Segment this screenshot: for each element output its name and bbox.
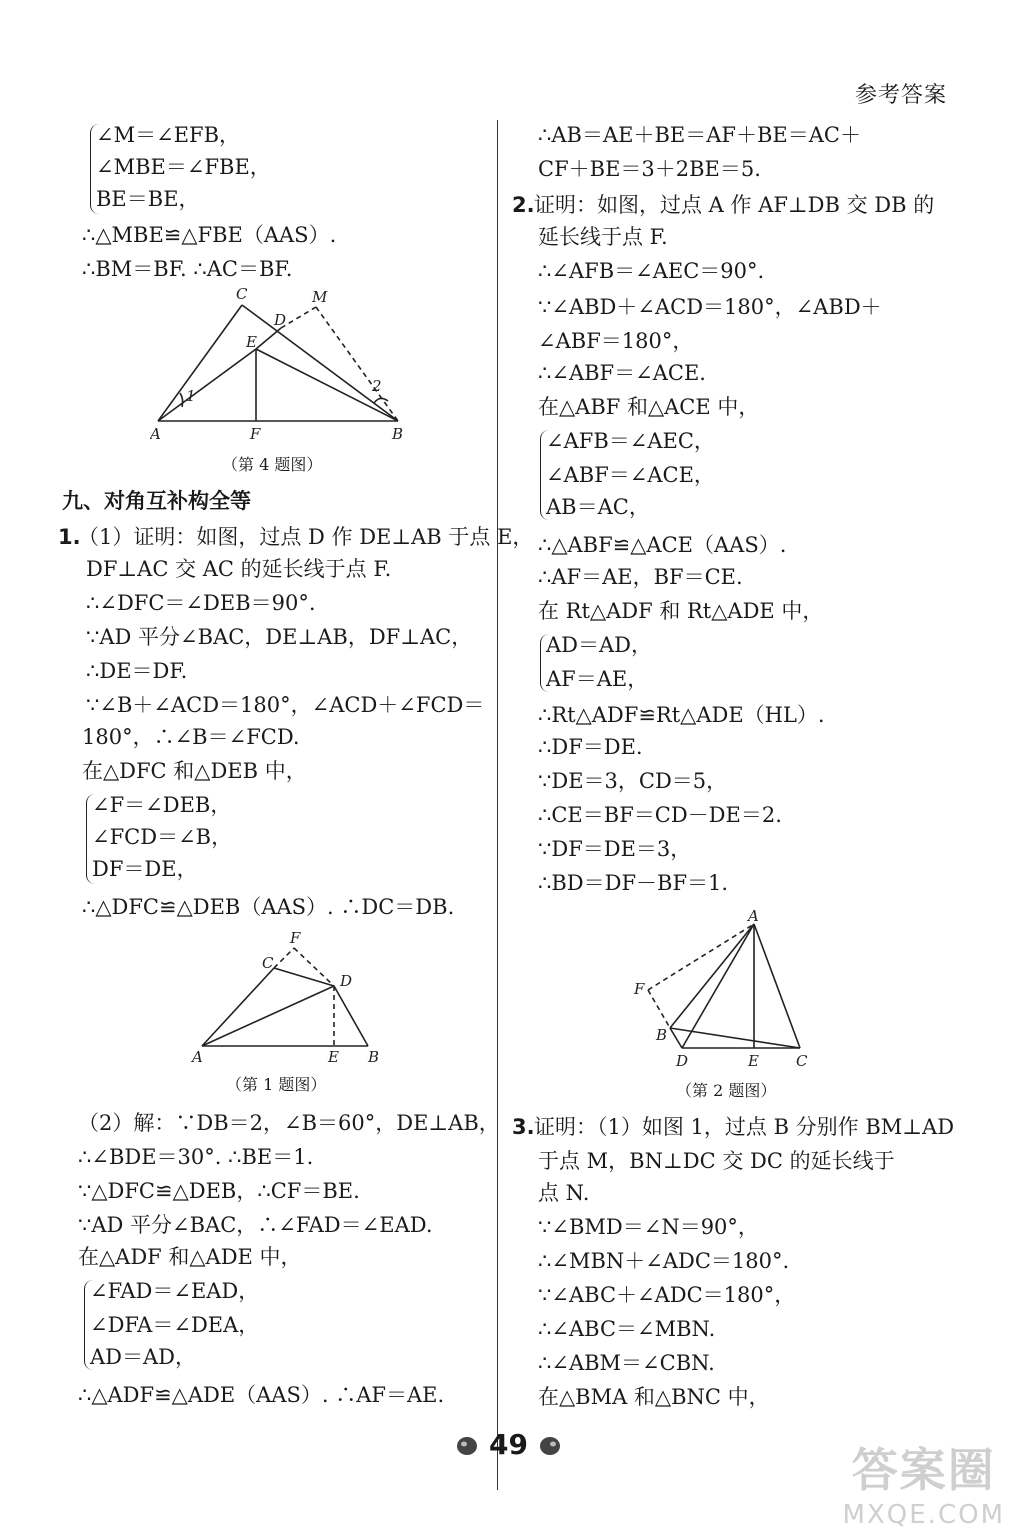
text-line: 证明：（1）如图 1，过点 B 分别作 BM⊥AD [534, 1115, 955, 1139]
fig4-label-m: M [312, 288, 328, 306]
fig4-label-a: A [150, 425, 161, 443]
text-line: 点 N. [538, 1181, 590, 1205]
text-line: ∠ABF＝∠ACE， [546, 463, 715, 487]
fig2-label-f: F [634, 980, 645, 998]
question-number: 2. [512, 193, 535, 217]
text-line: ∠FCD＝∠B， [92, 825, 233, 849]
text-line: ∴DF＝DE. [538, 735, 643, 759]
fig2-label-b: B [656, 1026, 668, 1044]
text-line: DF⊥AC 交 AC 的延长线于点 F. [86, 557, 392, 581]
fig1-label-e: E [328, 1048, 339, 1066]
fig4-label-b: B [392, 425, 404, 443]
text-line: ∵△DFC≌△DEB，∴CF＝BE. [78, 1179, 360, 1203]
text-line: AD＝AD， [546, 633, 653, 657]
text-line: ∵DE＝3，CD＝5， [538, 769, 728, 793]
watermark-logo-text: 答案圈 [851, 1443, 996, 1497]
text-line: BE＝BE， [96, 187, 200, 211]
text-line: ∵∠BMD＝∠N＝90°， [538, 1215, 759, 1239]
page-header-title: 参考答案 [854, 83, 947, 108]
text-line: ∵AD 平分∠BAC，∴∠FAD＝∠EAD. [78, 1213, 433, 1237]
text-line: ∠AFB＝∠AEC， [546, 429, 715, 453]
text-line: ∴CE＝BF＝CD－DE＝2. [538, 803, 782, 827]
text-line: ∠ABF＝180°， [538, 329, 694, 353]
text-line: DF＝DE， [92, 857, 198, 881]
text-line: ∵∠ABD＋∠ACD＝180°，∠ABD＋ [538, 295, 882, 319]
figure-2-caption: （第 2 题图） [676, 1081, 777, 1100]
text-line: ∴△ABF≌△ACE（AAS）. [538, 533, 787, 557]
page-number-value: 49 [489, 1428, 528, 1461]
text-line: ∴△MBE≌△FBE（AAS）. [82, 223, 337, 247]
fig1-label-b: B [368, 1048, 380, 1066]
text-line: ∴AB＝AE＋BE＝AF＋BE＝AC＋ [538, 123, 861, 147]
text-line: ∴∠ABF＝∠ACE. [538, 361, 706, 385]
text-line: AB＝AC， [546, 495, 650, 519]
text-line: 延长线于点 F. [538, 225, 668, 249]
section-title: 九、对角互补构全等 [62, 489, 251, 513]
text-line: 于点 M，BN⊥DC 交 DC 的延长线于 [538, 1149, 895, 1173]
question-number: 1. [58, 525, 81, 549]
fig1-label-d: D [340, 972, 353, 990]
fig4-label-e: E [246, 333, 257, 351]
text-line: AD＝AD， [90, 1345, 197, 1369]
text-line: （2）解：∵DB＝2，∠B＝60°，DE⊥AB， [78, 1111, 500, 1135]
text-line: ∴△DFC≌△DEB（AAS）. ∴DC＝DB. [82, 895, 455, 919]
text-line: AF＝AE， [546, 667, 649, 691]
text-line: （1）证明：如图，过点 D 作 DE⊥AB 于点 E， [78, 525, 534, 549]
figure-1-diagram [190, 928, 390, 1068]
text-line: CF＋BE＝3＋2BE＝5. [538, 157, 761, 181]
fig1-label-f: F [290, 929, 301, 947]
text-line: 证明：如图，过点 A 作 AF⊥DB 交 DB 的 [534, 193, 935, 217]
fig1-label-c: C [262, 954, 274, 972]
text-line: ∴∠AFB＝∠AEC＝90°. [538, 259, 765, 283]
figure-4-diagram [150, 285, 490, 445]
fig4-label-f: F [250, 425, 261, 443]
text-line: ∠FAD＝∠EAD， [90, 1279, 260, 1303]
text-line: ∠M＝∠EFB， [96, 123, 241, 147]
text-line: ∴AF＝AE，BF＝CE. [538, 565, 743, 589]
text-line: 在 Rt△ADF 和 Rt△ADE 中， [538, 599, 824, 623]
text-line: ∠MBE＝∠FBE， [96, 155, 271, 179]
leaf-ornament-icon [455, 1435, 479, 1457]
text-line: ∴∠DFC＝∠DEB＝90°. [86, 591, 316, 615]
figure-2-diagram [630, 908, 830, 1076]
text-line: ∠F＝∠DEB， [92, 793, 232, 817]
text-line: ∵∠B＋∠ACD＝180°，∠ACD＋∠FCD＝ [86, 693, 485, 717]
text-line: ∴∠ABC＝∠MBN. [538, 1317, 716, 1341]
text-line: ∵AD 平分∠BAC，DE⊥AB，DF⊥AC， [86, 625, 473, 649]
text-line: ∴∠BDE＝30°. ∴BE＝1. [78, 1145, 314, 1169]
fig2-label-c: C [796, 1052, 808, 1070]
fig4-label-c: C [236, 285, 248, 303]
text-line: ∴Rt△ADF≌Rt△ADE（HL）. [538, 703, 825, 727]
watermark-url: MXQE.COM [842, 1500, 1005, 1530]
leaf-ornament-icon [538, 1435, 562, 1457]
text-line: ∴∠MBN＋∠ADC＝180°. [538, 1249, 790, 1273]
fig2-label-e: E [748, 1052, 759, 1070]
text-line: 在△ABF 和△ACE 中， [538, 395, 760, 419]
text-line: ∵∠ABC＋∠ADC＝180°， [538, 1283, 796, 1307]
question-number: 3. [512, 1115, 535, 1139]
text-line: ∴∠ABM＝∠CBN. [538, 1351, 715, 1375]
fig2-label-d: D [676, 1052, 689, 1070]
text-line: ∴BM＝BF. ∴AC＝BF. [82, 257, 293, 281]
text-line: 在△BMA 和△BNC 中， [538, 1385, 770, 1409]
text-line: ∴BD＝DF－BF＝1. [538, 871, 729, 895]
fig4-label-d: D [274, 311, 287, 329]
text-line: 在△ADF 和△ADE 中， [78, 1245, 302, 1269]
text-line: ∴DE＝DF. [86, 659, 188, 683]
column-divider [497, 120, 498, 1490]
text-line: ∠DFA＝∠DEA， [90, 1313, 260, 1337]
text-line: 180°，∴∠B＝∠FCD. [82, 725, 300, 749]
text-line: 在△DFC 和△DEB 中， [82, 759, 307, 783]
text-line: ∵DF＝DE＝3， [538, 837, 692, 861]
fig1-label-a: A [192, 1048, 203, 1066]
fig2-label-a: A [748, 908, 759, 925]
text-line: ∴△ADF≌△ADE（AAS）. ∴AF＝AE. [78, 1383, 445, 1407]
fig4-label-1: 1 [186, 387, 196, 405]
figure-4-caption: （第 4 题图） [222, 455, 323, 474]
fig4-label-2: 2 [372, 377, 382, 395]
figure-1-caption: （第 1 题图） [226, 1075, 327, 1094]
site-watermark [843, 1434, 1005, 1530]
